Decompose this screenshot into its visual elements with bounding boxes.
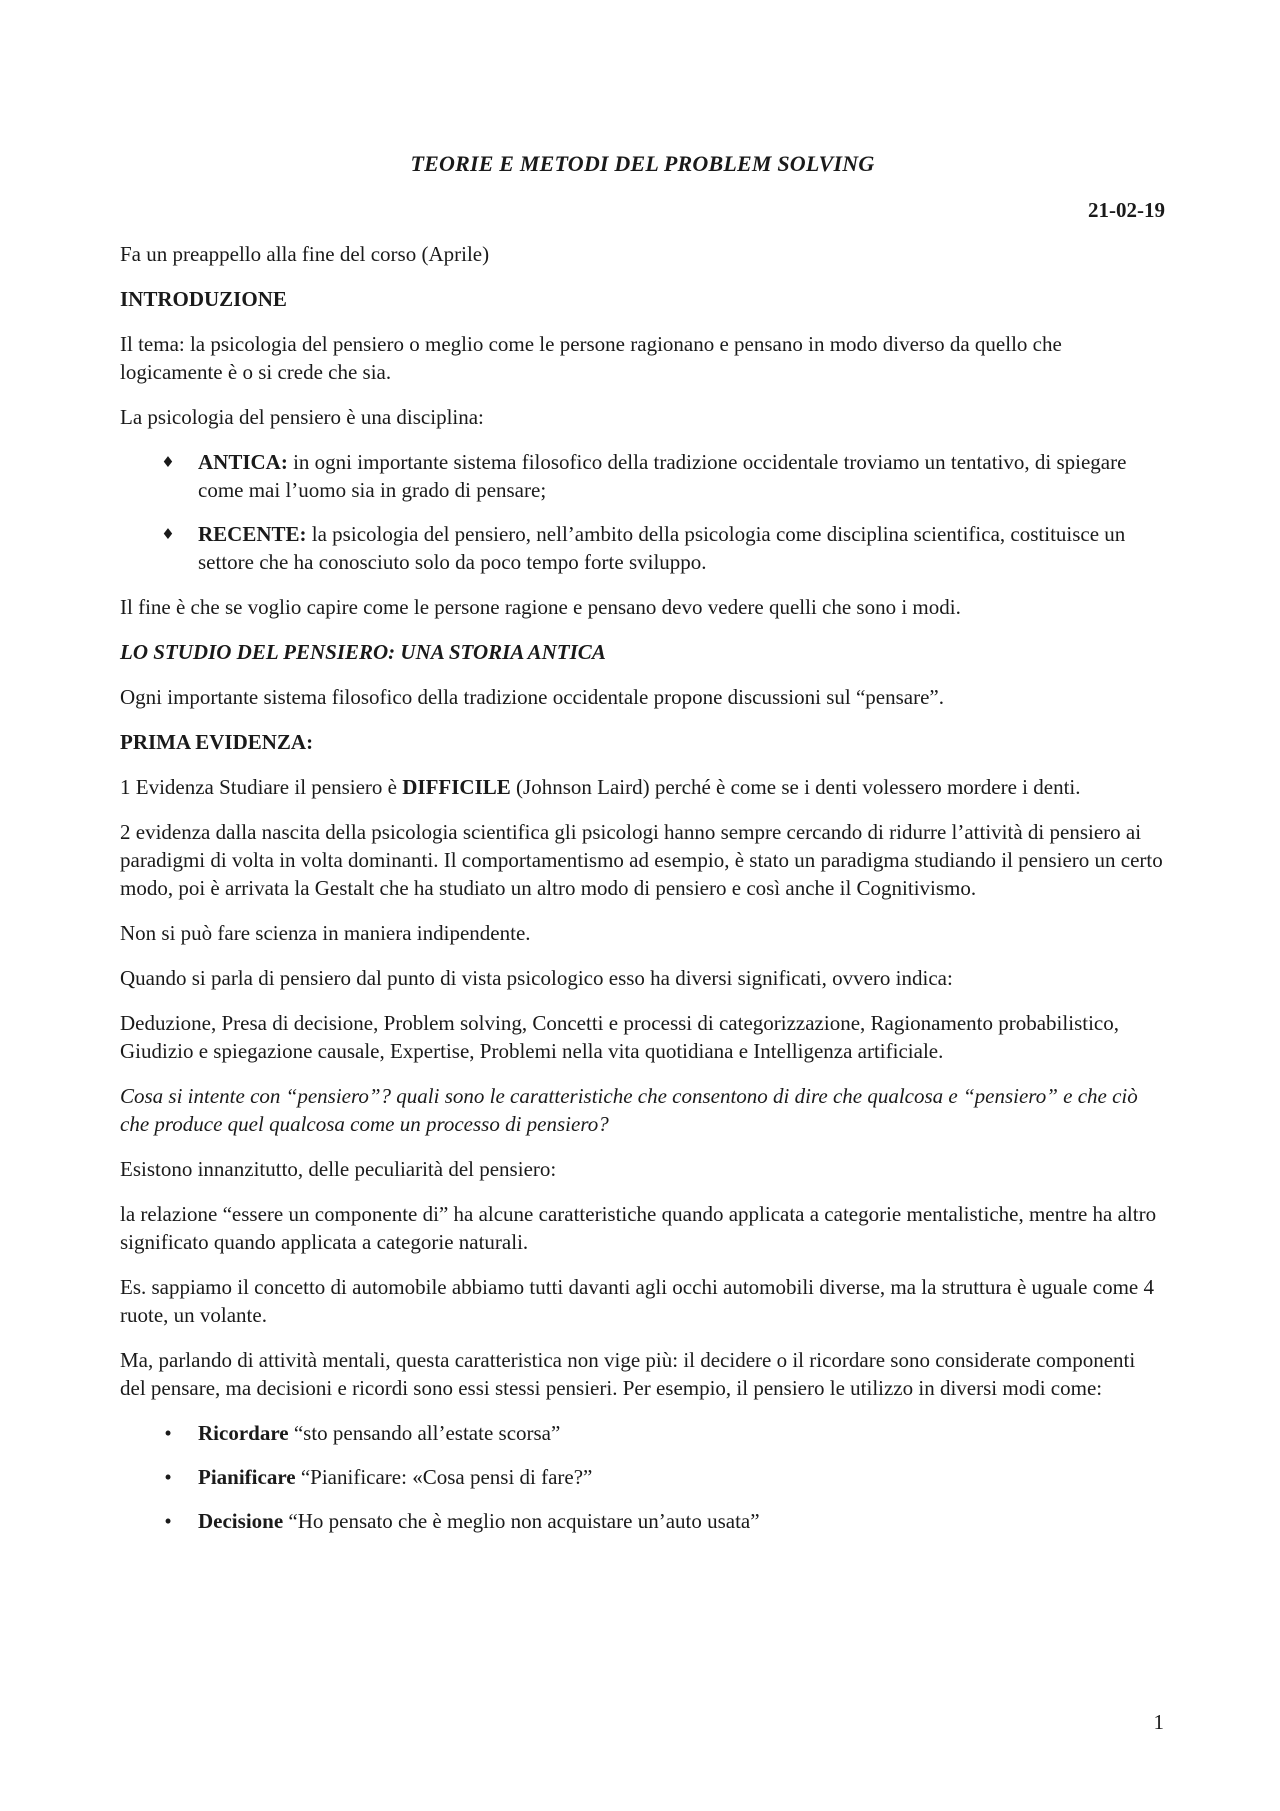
- bullet-icon: •: [164, 1509, 172, 1533]
- evidenza-1-suffix: (Johnson Laird) perché è come se i denti volessero mordere i denti.: [510, 775, 1081, 799]
- paragraph-esempio: Es. sappiamo il concetto di automobile abbiamo tutti davanti agli occhi automobili diverse, ma la struttura è uguale come 4 ruote, un volante.: [120, 1275, 1154, 1327]
- list-item-ricordare: [120, 1419, 1165, 1447]
- diamond-bullet-icon: ♦: [161, 525, 175, 543]
- list-item-text: “Pianificare: «Cosa pensi di fare?”: [295, 1465, 593, 1489]
- list-item-term: ANTICA:: [198, 450, 288, 474]
- paragraph-preappello: Fa un preappello alla fine del corso (Aprile): [120, 242, 490, 266]
- paragraph-sistema: Ogni importante sistema filosofico della tradizione occidentale propone discussioni sul “pensare”.: [120, 685, 945, 709]
- page-number: 1: [1153, 1710, 1164, 1734]
- evidenza-1-bold: DIFFICILE: [402, 775, 511, 799]
- disciplina-list: [120, 448, 1165, 576]
- document-date: 21-02-19: [1088, 198, 1165, 222]
- bullet-icon: •: [164, 1465, 172, 1489]
- paragraph-fine: Il fine è che se voglio capire come le persone ragione e pensano devo vedere quelli che sono i modi.: [120, 595, 961, 619]
- paragraph-attivita: Ma, parlando di attività mentali, questa caratteristica non vige più: il decidere o il ricordare sono considerate componenti del pensare, ma decisioni e ricordi sono essi stessi pensieri. Per esempio, il pensiero le utilizzo in diversi modi come:: [120, 1348, 1136, 1400]
- heading-introduzione: INTRODUZIONE: [120, 287, 287, 311]
- list-item-text: la psicologia del pensiero, nell’ambito della psicologia come disciplina scientifica, costituisce un settore che ha conosciuto solo da poco tempo forte sviluppo.: [198, 522, 1126, 574]
- list-item-text: “sto pensando all’estate scorsa”: [288, 1421, 561, 1445]
- diamond-bullet-icon: ♦: [161, 453, 175, 471]
- paragraph-peculiarita: Esistono innanzitutto, delle peculiarità del pensiero:: [120, 1157, 557, 1181]
- list-item-recente: [120, 520, 1165, 576]
- evidenza-1-prefix: 1 Evidenza Studiare il pensiero è: [120, 775, 403, 799]
- heading-prima-evidenza: PRIMA EVIDENZA:: [120, 730, 314, 754]
- modi-list: [120, 1419, 1165, 1535]
- paragraph-significati: Quando si parla di pensiero dal punto di vista psicologico esso ha diversi significati, ovvero indica:: [120, 966, 953, 990]
- paragraph-evidenza-1: [120, 773, 1165, 801]
- list-item-term: Decisione: [198, 1509, 284, 1533]
- paragraph-scienza: Non si può fare scienza in maniera indipendente.: [120, 921, 531, 945]
- list-item-text: “Ho pensato che è meglio non acquistare un’auto usata”: [283, 1509, 760, 1533]
- heading-studio-pensiero: LO STUDIO DEL PENSIERO: UNA STORIA ANTICA: [120, 640, 606, 664]
- paragraph-relazione: la relazione “essere un componente di” ha alcune caratteristiche quando applicata a categorie mentalistiche, mentre ha altro significato quando applicata a categorie naturali.: [120, 1202, 1157, 1254]
- list-item-text: in ogni importante sistema filosofico della tradizione occidentale troviamo un tentativo, di spiegare come mai l’uomo sia in grado di pensare;: [198, 450, 1127, 502]
- list-item-term: Ricordare: [198, 1421, 289, 1445]
- paragraph-disciplina: La psicologia del pensiero è una disciplina:: [120, 405, 484, 429]
- document-title: TEORIE E METODI DEL PROBLEM SOLVING: [410, 151, 875, 176]
- bullet-icon: •: [164, 1421, 172, 1445]
- paragraph-deduzione: Deduzione, Presa di decisione, Problem solving, Concetti e processi di categorizzazione, Ragionamento probabilistico, Giudizio e spiegazione causale, Expertise, Problemi nella vita quotidiana e Intelligenza artificiale.: [120, 1011, 1119, 1063]
- paragraph-domanda: Cosa si intente con “pensiero”? quali sono le caratteristiche che consentono di dire che qualcosa e “pensiero” e che ciò che produce quel qualcosa come un processo di pensiero?: [120, 1084, 1138, 1136]
- list-item-term: RECENTE:: [198, 522, 307, 546]
- list-item-decisione: [120, 1507, 1165, 1535]
- paragraph-evidenza-2: 2 evidenza dalla nascita della psicologia scientifica gli psicologi hanno sempre cercando di ridurre l’attività di pensiero ai paradigmi di volta in volta dominanti. Il comportamentismo ad esempio, è stato un paradigma studiando il pensiero un certo modo, poi è arrivata la Gestalt che ha studiato un altro modo di pensiero e così anche il Cognitivismo.: [120, 820, 1163, 900]
- list-item-term: Pianificare: [198, 1465, 296, 1489]
- list-item-pianificare: [120, 1463, 1165, 1491]
- paragraph-tema: Il tema: la psicologia del pensiero o meglio come le persone ragionano e pensano in modo diverso da quello che logicamente è o si crede che sia.: [120, 332, 1062, 384]
- list-item-antica: [120, 448, 1165, 504]
